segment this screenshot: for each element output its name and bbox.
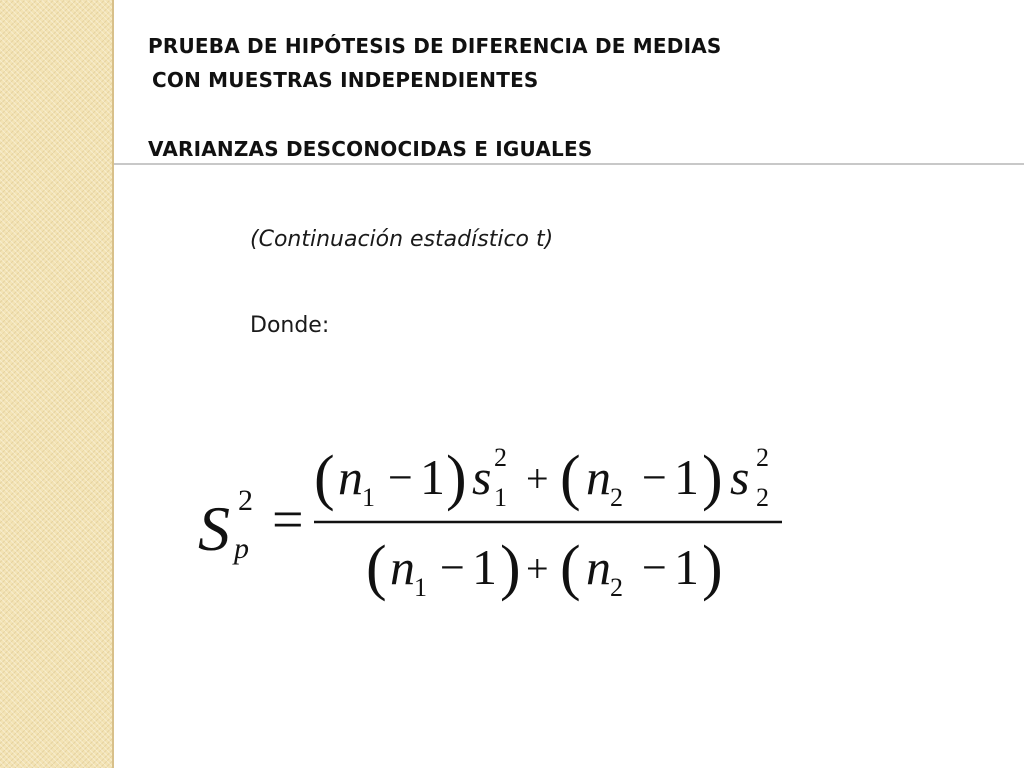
den-term1-close-paren: ) [500, 534, 521, 602]
num-term2-sub: 2 [610, 483, 623, 512]
lhs-exponent: 2 [238, 484, 253, 517]
den-term2-var: n [586, 539, 611, 595]
num-term1-open-paren: ( [314, 444, 335, 512]
pooled-variance-formula [180, 430, 820, 620]
num-term1-minus: − [388, 453, 413, 502]
den-term1-open-paren: ( [366, 534, 387, 602]
den-term1-sub: 1 [414, 573, 427, 602]
num-term1-s: s [472, 449, 492, 505]
num-term2-s: s [730, 449, 750, 505]
den-term2-open-paren: ( [560, 534, 581, 602]
num-term2-var: n [586, 449, 611, 505]
subtitle: (Continuación estadístico t) [250, 227, 554, 252]
lhs-subscript: p [234, 532, 249, 565]
num-term1-var: n [338, 449, 363, 505]
num-term1-close-paren: ) [446, 444, 467, 512]
lhs-symbol: S [198, 493, 230, 564]
den-plus: + [526, 546, 549, 591]
num-plus: + [526, 456, 549, 501]
equals-sign: = [272, 489, 304, 551]
den-term1-var: n [390, 539, 415, 595]
den-term2-sub: 2 [610, 573, 623, 602]
den-term2-close-paren: ) [702, 534, 723, 602]
title-line-1: PRUEBA DE HIPÓTESIS DE DIFERENCIA DE MEDIAS [148, 34, 722, 58]
num-term2-s-sup: 2 [756, 443, 769, 472]
num-term1-sub: 1 [362, 483, 375, 512]
den-term1-minus: − [440, 543, 465, 592]
num-term2-one: 1 [674, 449, 699, 505]
title-line-3: VARIANZAS DESCONOCIDAS E IGUALES [148, 137, 593, 161]
num-term1-s-sup: 2 [494, 443, 507, 472]
num-term1-s-sub: 1 [494, 483, 507, 512]
num-term1-one: 1 [420, 449, 445, 505]
den-term1-one: 1 [472, 539, 497, 595]
den-term2-minus: − [642, 543, 667, 592]
num-term2-close-paren: ) [702, 444, 723, 512]
intro-label: Donde: [250, 313, 330, 338]
decorative-side-band [0, 0, 114, 768]
num-term2-s-sub: 2 [756, 483, 769, 512]
num-term2-open-paren: ( [560, 444, 581, 512]
den-term2-one: 1 [674, 539, 699, 595]
num-term2-minus: − [642, 453, 667, 502]
header-divider [114, 163, 1024, 165]
title-line-2: CON MUESTRAS INDEPENDIENTES [152, 68, 539, 92]
